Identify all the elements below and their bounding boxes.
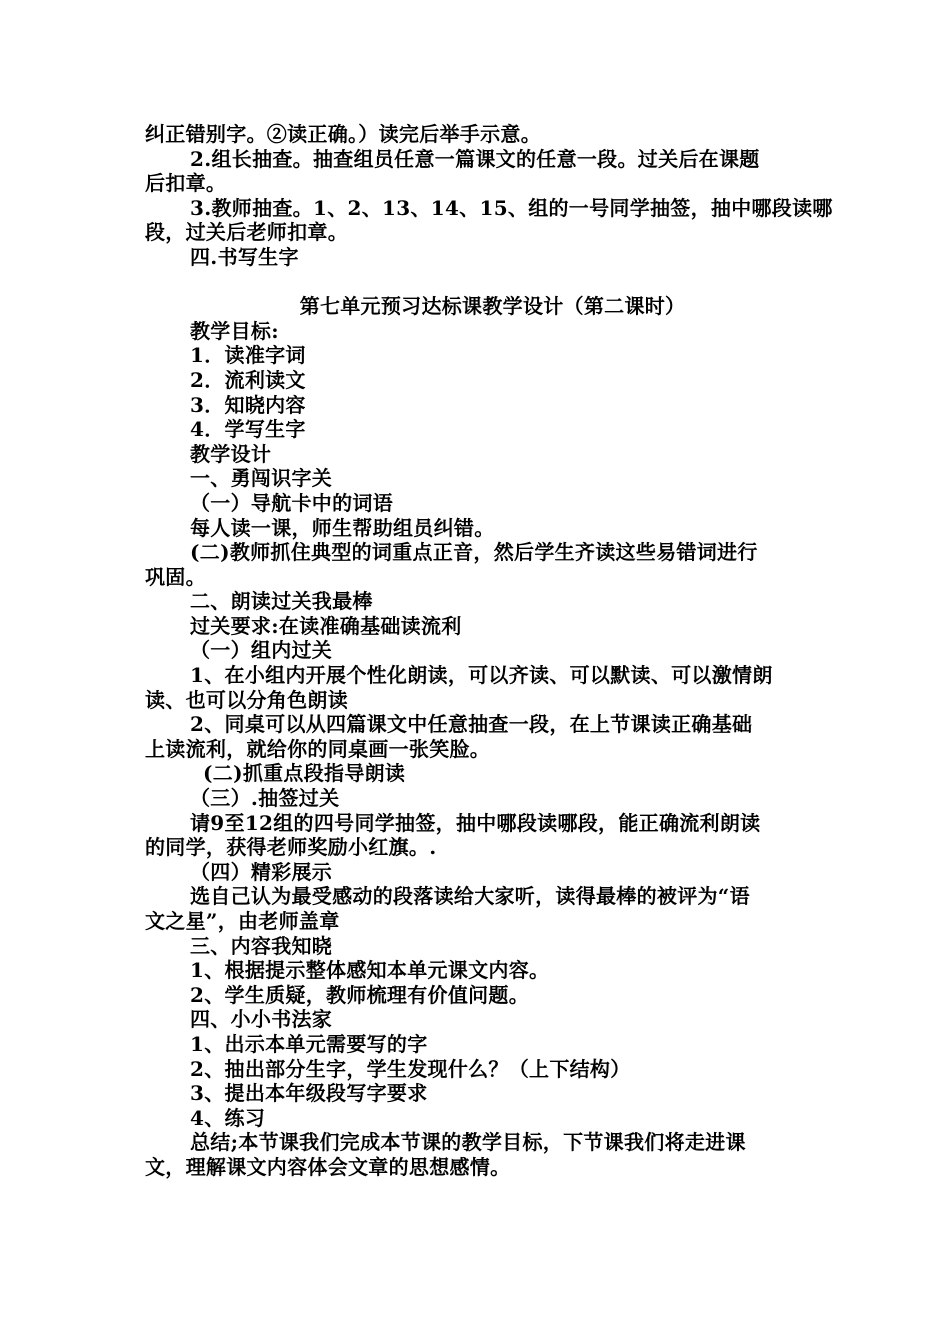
text-line: 过关要求:在读准确基础读流利 <box>190 613 462 638</box>
text-line: 文之星”，由老师盖章 <box>145 909 340 933</box>
subsection-heading: （一）组内过关 <box>190 638 333 663</box>
text-line: 请9至12组的四号同学抽签，抽中哪段读哪段，能正确流利朗读 <box>190 810 761 835</box>
list-item: 2．流利读文 <box>190 367 306 392</box>
text-line: 2.组长抽查。抽查组员任意一篇课文的任意一段。过关后在课题 <box>190 146 760 171</box>
text-line: 1、根据提示整体感知本单元课文内容。 <box>190 958 550 983</box>
text-line: 3.教师抽查。1、2、13、14、15、组的一号同学抽签，抽中哪段读哪 <box>190 195 833 220</box>
text-line: 选自己认为最受感动的段落读给大家听，读得最棒的被评为“语 <box>190 884 750 909</box>
text-line: 每人读一课，师生帮助组员纠错。 <box>190 515 495 540</box>
subsection-heading: （三）.抽签过关 <box>190 786 340 811</box>
text-line: 1、在小组内开展个性化朗读，可以齐读、可以默读、可以激情朗 <box>190 663 773 688</box>
section-heading: 一、勇闯识字关 <box>190 466 333 491</box>
text-line: 纠正错别字。②读正确。）读完后举手示意。 <box>145 122 541 146</box>
list-item: 3、提出本年级段写字要求 <box>190 1081 428 1106</box>
text-line: 四.书写生字 <box>190 244 299 269</box>
text-line: 段，过关后老师扣章。 <box>145 220 348 245</box>
text-line: 文，理解课文内容体会文章的思想感情。 <box>145 1154 511 1179</box>
text-line: 教学目标: <box>190 318 279 343</box>
list-item: 4、练习 <box>190 1105 266 1130</box>
text-line: 2、学生质疑，教师梳理有价值问题。 <box>190 982 530 1007</box>
section-heading: 三、内容我知晓 <box>190 933 333 958</box>
list-item: 1．读准字词 <box>190 343 306 368</box>
text-line: 总结;本节课我们完成本节课的教学目标，下节课我们将走进课 <box>190 1130 746 1155</box>
subsection-heading: （四）精彩展示 <box>190 859 333 884</box>
section-heading: 二、朗读过关我最棒 <box>190 589 373 614</box>
spacer <box>145 270 810 295</box>
list-item: 1、出示本单元需要写的字 <box>190 1031 428 1056</box>
text-line: (二)教师抓住典型的词重点正音，然后学生齐读这些易错词进行 <box>190 540 758 565</box>
text-line: 读、也可以分角色朗读 <box>145 687 348 712</box>
text-line: 的同学，获得老师奖励小红旗。. <box>145 835 437 860</box>
list-item: 2、抽出部分生字，学生发现什么？（上下结构） <box>190 1056 631 1081</box>
text-line: 2、同桌可以从四篇课文中任意抽查一段，在上节课读正确基础 <box>190 712 753 737</box>
text-line: 巩固。 <box>145 564 206 589</box>
text-line: 上读流利，就给你的同桌画一张笑脸。 <box>145 736 491 761</box>
list-item: 3．知晓内容 <box>190 392 306 417</box>
subsection-heading: (二)抓重点段指导朗读 <box>203 761 406 786</box>
section-heading: 四、小小书法家 <box>190 1007 333 1032</box>
subsection-heading: （一）导航卡中的词语 <box>190 490 393 515</box>
text-line: 后扣章。 <box>145 171 227 196</box>
document-body <box>145 122 833 1180</box>
section-title: 第七单元预习达标课教学设计（第二课时） <box>299 294 686 319</box>
text-line: 教学设计 <box>190 441 272 466</box>
list-item: 4．学写生字 <box>190 417 306 442</box>
